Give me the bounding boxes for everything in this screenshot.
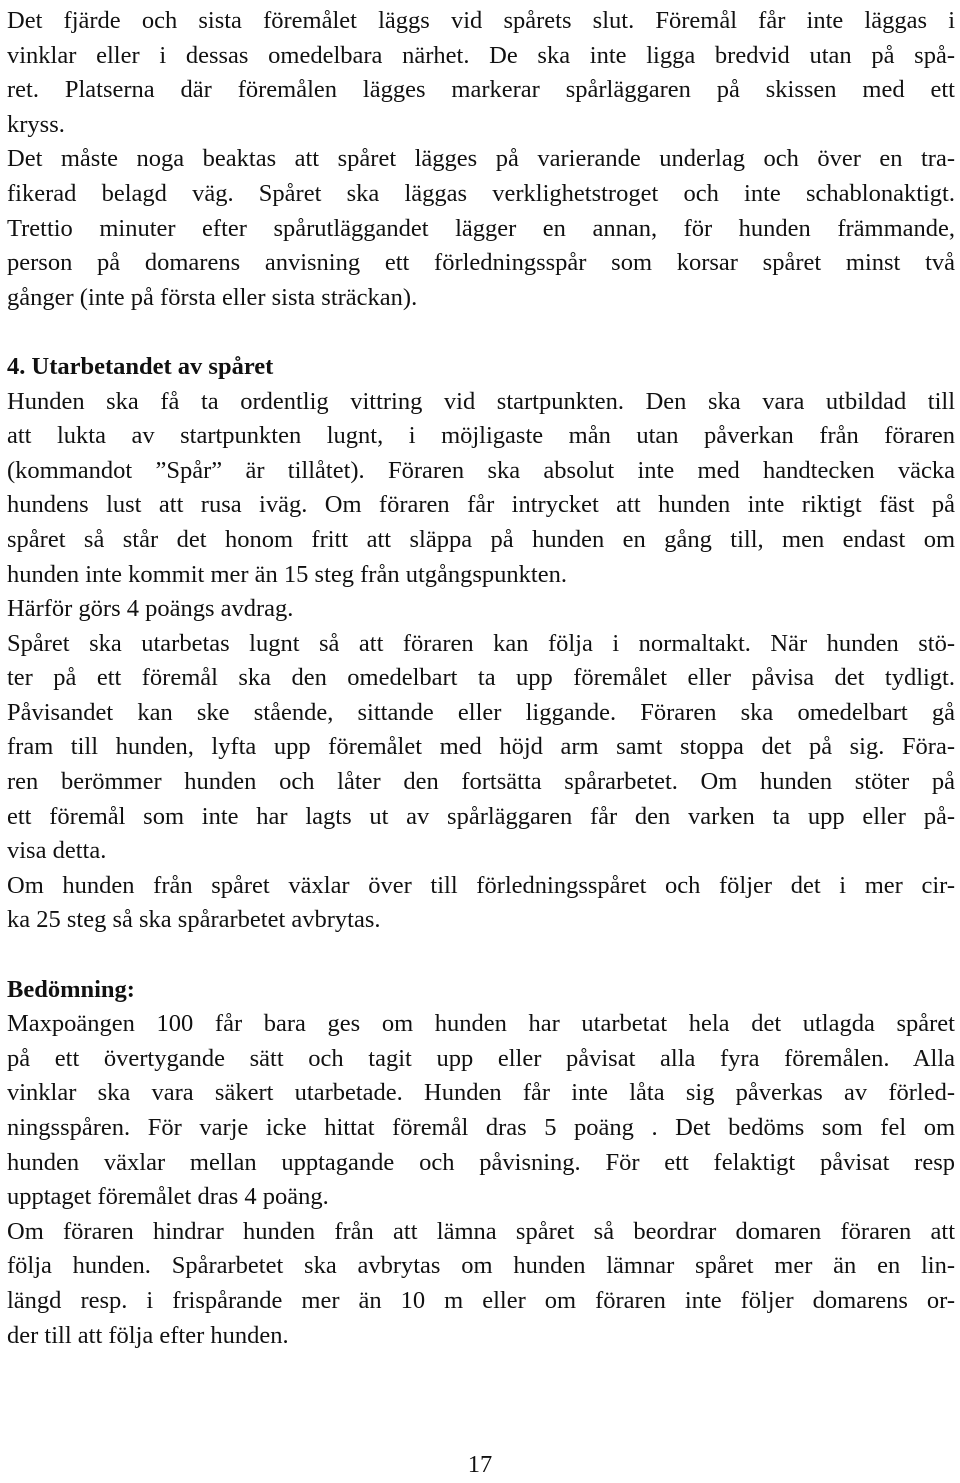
text-line: fikerad belagd väg. Spåret ska läggas verklighetstroget och inte schablonaktigt.	[7, 179, 955, 207]
text-line: ret. Platserna där föremålen lägges markerar spårläggaren på skissen med ett	[7, 76, 955, 104]
text-line: att lukta av startpunkten lugnt, i möjligaste mån utan påverkan från föraren	[7, 422, 955, 450]
text-line: hunden växlar mellan upptagande och påvisning. För ett felaktigt påvisat resp	[7, 1148, 955, 1176]
paragraph-block-1	[7, 4, 955, 315]
text-line: vinklar ska vara säkert utarbetade. Hunden får inte låta sig påverkas av förled-	[7, 1079, 955, 1107]
text-line: följa hunden. Spårarbetet ska avbrytas om hunden lämnar spåret mer än en lin-	[7, 1252, 955, 1280]
page-number: 17	[467, 1451, 493, 1478]
text-line: vinklar eller i dessas omedelbara närhet. De ska inte ligga bredvid utan på spå-	[7, 41, 955, 69]
text-line: fram till hunden, lyfta upp föremålet med höjd arm samt stoppa det på sig. Föra-	[7, 733, 955, 761]
paragraph-gap	[7, 938, 955, 973]
text-line: (kommandot ”Spår” är tillåtet). Föraren ska absolut inte med handtecken väcka	[7, 456, 955, 484]
text-line: ter på ett föremål ska den omedelbart ta upp föremålet eller påvisa det tydligt.	[7, 664, 955, 692]
text-line: ningsspåren. För varje icke hittat föremål dras 5 poäng . Det bedöms som fel om	[7, 1114, 955, 1141]
text-line: ren berömmer hunden och låter den fortsätta spårarbetet. Om hunden stöter på	[7, 768, 955, 796]
paragraph-gap	[7, 315, 955, 350]
text-line: Om hunden från spåret växlar över till förledningsspåret och följer det i mer cir-	[7, 871, 955, 899]
text-line: ett föremål som inte har lagts ut av spårläggaren får den varken ta upp eller på-	[7, 802, 955, 830]
text-line: gånger (inte på första eller sista sträckan).	[7, 283, 418, 311]
document-page	[7, 4, 955, 1353]
text-line: på ett övertygande sätt och tagit upp eller påvisat alla fyra föremålen. Alla	[7, 1044, 955, 1072]
text-line: Om föraren hindrar hunden från att lämna spåret så beordrar domaren föraren att	[7, 1217, 955, 1245]
text-line: hunden inte kommit mer än 15 steg från utgångspunkten.	[7, 560, 567, 588]
text-line: Det måste noga beaktas att spåret lägges på varierande underlag och över en tra-	[7, 145, 955, 173]
text-line: ka 25 steg så ska spårarbetet avbrytas.	[7, 906, 381, 934]
text-line: spåret så står det honom fritt att släppa på hunden en gång till, men endast om	[7, 525, 955, 553]
paragraph-block-2	[7, 385, 955, 939]
text-line: Maxpoängen 100 får bara ges om hunden har utarbetat hela det utlagda spåret	[7, 1010, 955, 1038]
text-line: person på domarens anvisning ett förledningsspår som korsar spåret minst två	[7, 249, 955, 277]
section-heading: 4. Utarbetandet av spåret	[7, 352, 274, 380]
text-line: längd resp. i frispårande mer än 10 m eller om föraren inte följer domarens or-	[7, 1286, 955, 1314]
bedomning-heading: Bedömning:	[7, 975, 135, 1003]
text-line: Hunden ska få ta ordentlig vittring vid startpunkten. Den ska vara utbildad till	[7, 387, 955, 415]
text-line: Härför görs 4 poängs avdrag.	[7, 595, 294, 623]
text-line: upptaget föremålet dras 4 poäng.	[7, 1183, 329, 1211]
paragraph-block-3	[7, 1007, 955, 1353]
text-line: Det fjärde och sista föremålet läggs vid spårets slut. Föremål får inte läggas i	[7, 7, 955, 34]
text-line: Trettio minuter efter spårutläggandet lägger en annan, för hunden främmande,	[7, 214, 955, 242]
text-line: kryss.	[7, 110, 65, 138]
text-line: Spåret ska utarbetas lugnt så att föraren kan följa i normaltakt. När hunden stö-	[7, 629, 955, 657]
text-line: visa detta.	[7, 837, 107, 865]
text-line: der till att följa efter hunden.	[7, 1321, 289, 1349]
text-line: hundens lust att rusa iväg. Om föraren får intrycket att hunden inte riktigt fäst på	[7, 491, 955, 519]
text-line: Påvisandet kan ske stående, sittande eller liggande. Föraren ska omedelbart gå	[7, 698, 955, 726]
